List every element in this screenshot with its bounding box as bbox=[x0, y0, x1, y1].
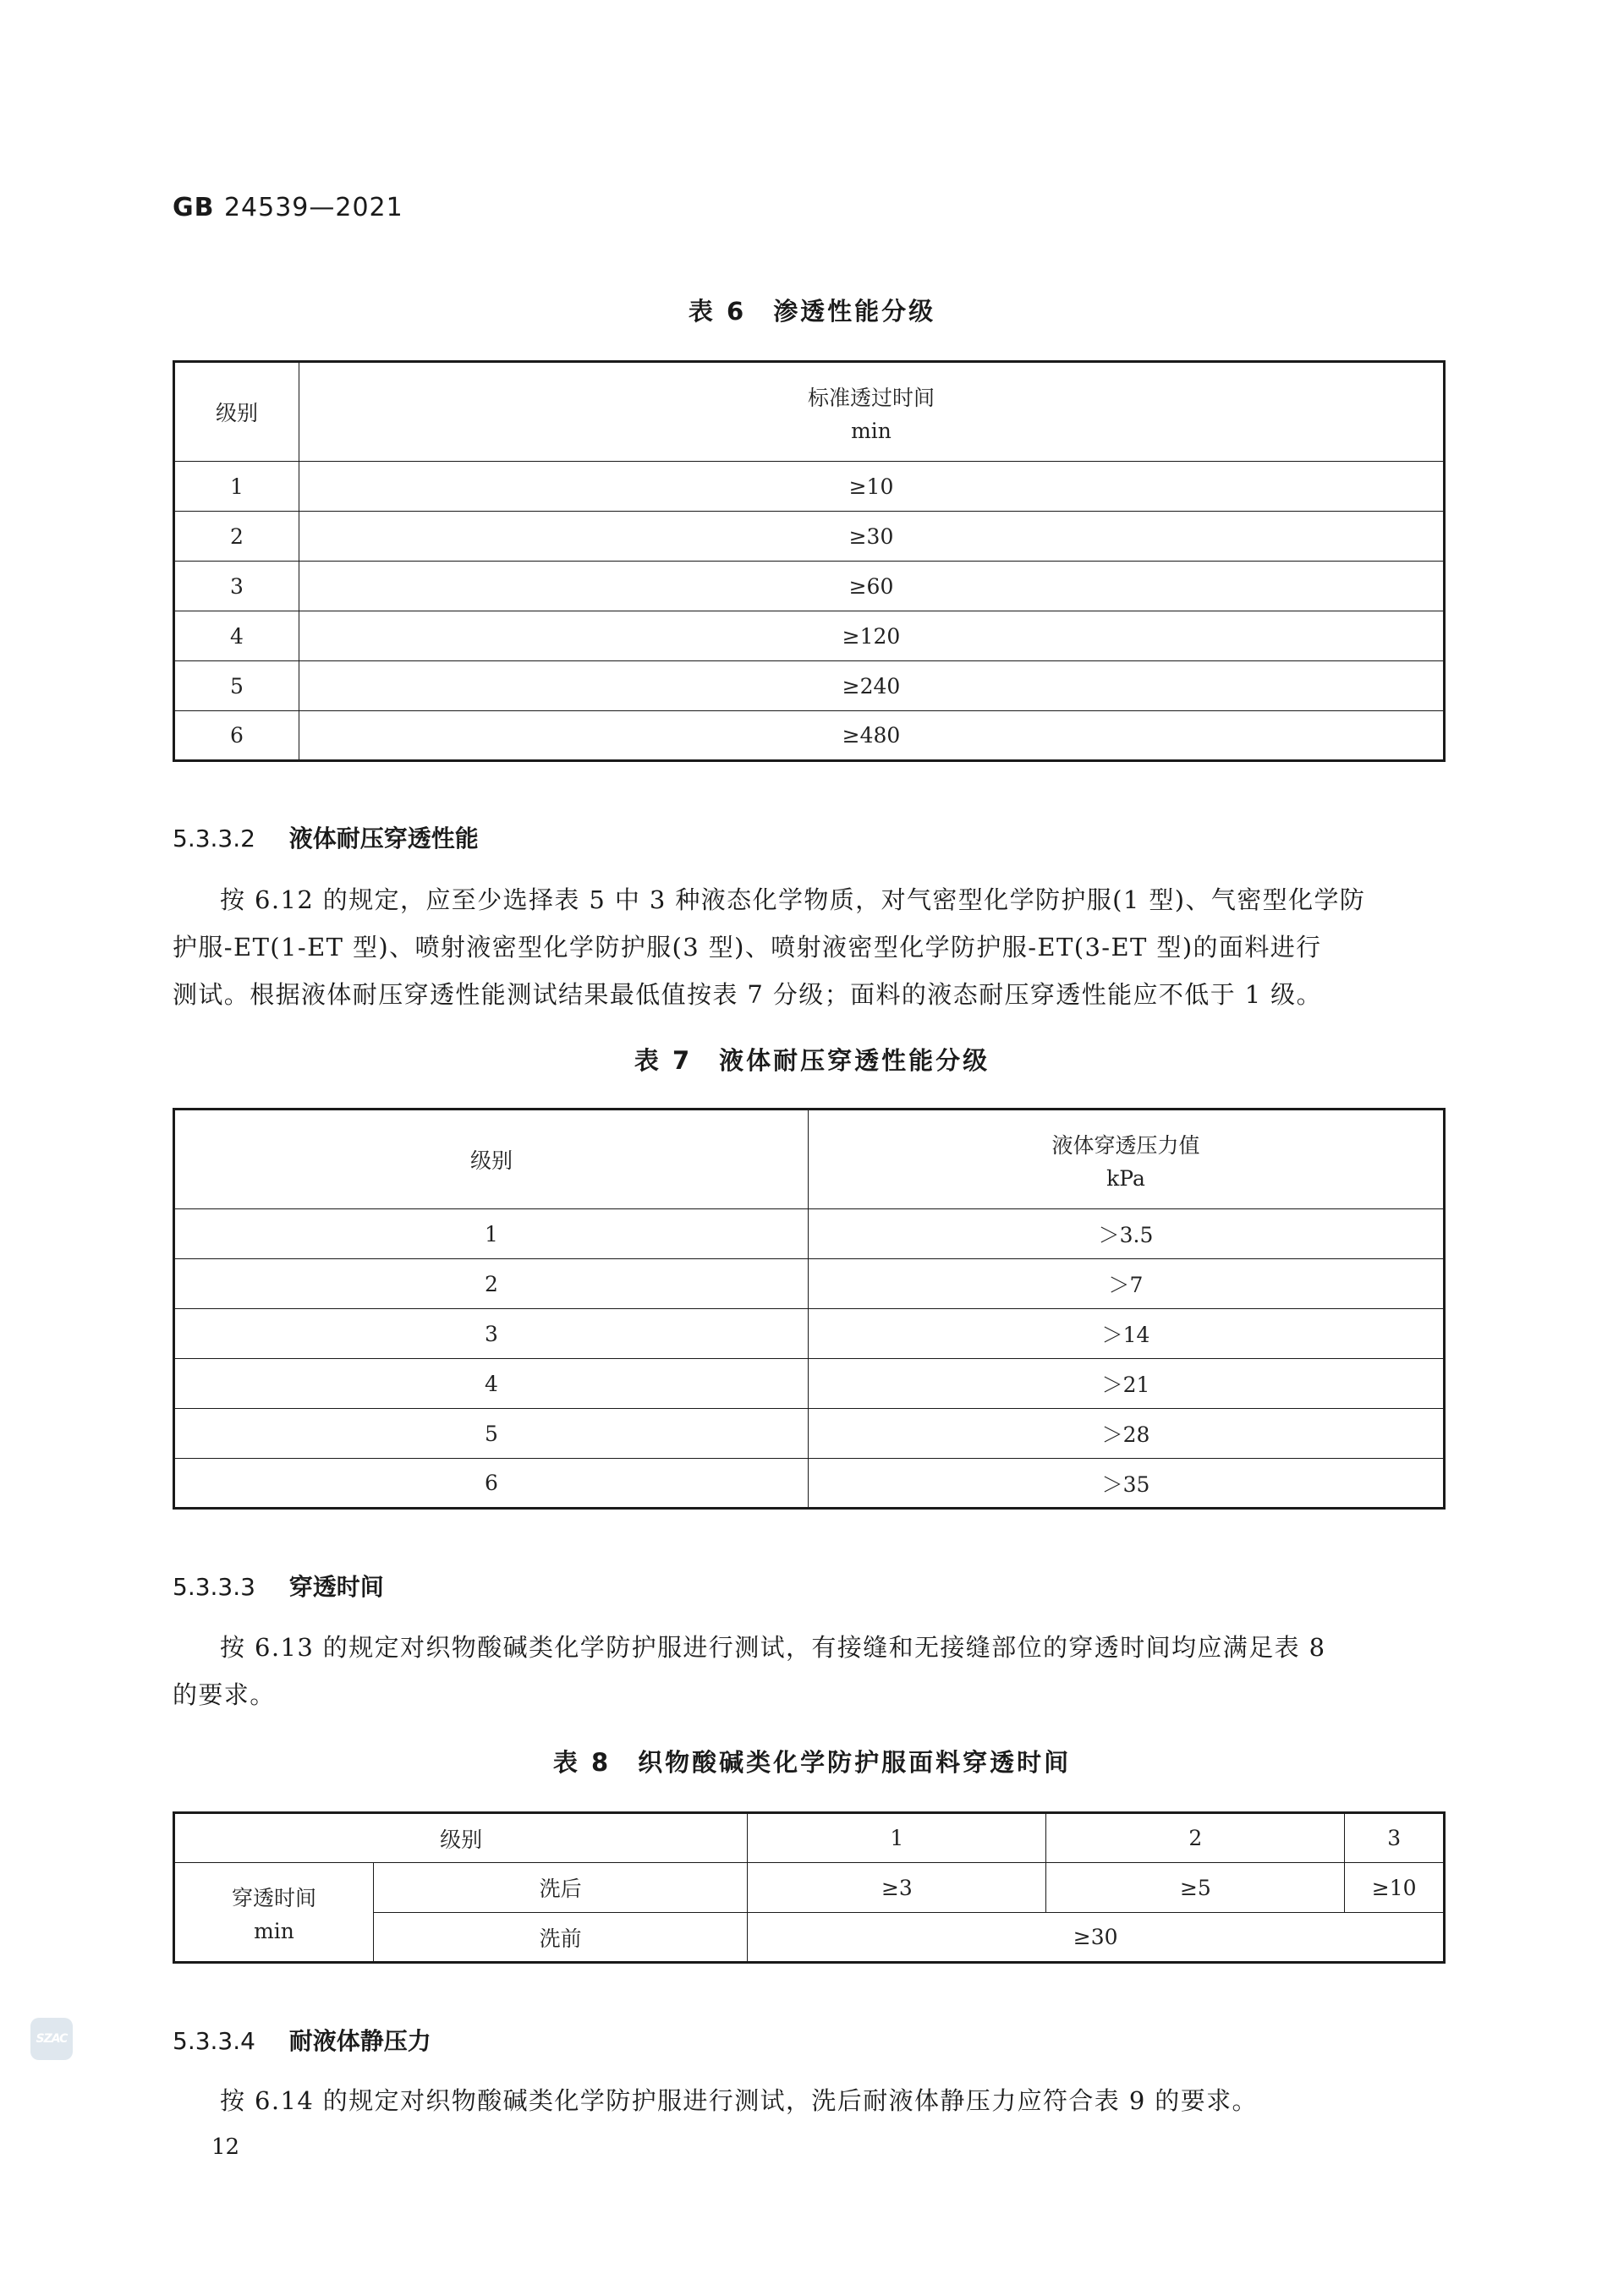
table7-col2-title: 液体穿透压力值 bbox=[1051, 1132, 1200, 1158]
table7-value: ＞14 bbox=[809, 1309, 1445, 1359]
table7-grade: 2 bbox=[174, 1259, 809, 1309]
table6-col2-title: 标准透过时间 bbox=[807, 385, 935, 410]
section-title: 耐液体静压力 bbox=[288, 2027, 431, 2055]
section-number: 5.3.3.3 bbox=[173, 1573, 255, 1601]
table6-grade: 5 bbox=[174, 661, 299, 711]
table-row bbox=[174, 1459, 1445, 1509]
table-row bbox=[174, 1863, 1445, 1913]
table7-value: ＞7 bbox=[809, 1259, 1445, 1309]
table6-grade: 6 bbox=[174, 711, 299, 761]
section-heading bbox=[173, 1569, 384, 1603]
standard-number: 24539—2021 bbox=[223, 193, 403, 222]
section-number: 5.3.3.4 bbox=[173, 2027, 255, 2055]
table8-before-wash-value: ≥30 bbox=[748, 1913, 1445, 1963]
table6-value: ≥120 bbox=[299, 611, 1445, 661]
table-row bbox=[174, 1309, 1445, 1359]
page-number: 12 bbox=[211, 2134, 240, 2160]
table7-value: ＞28 bbox=[809, 1409, 1445, 1459]
table8 bbox=[173, 1811, 1446, 1964]
table7-header-row bbox=[174, 1110, 1445, 1209]
table7-value: ＞21 bbox=[809, 1359, 1445, 1409]
section-heading bbox=[173, 820, 479, 854]
table6 bbox=[173, 360, 1446, 762]
table8-before-wash-label: 洗前 bbox=[374, 1913, 748, 1963]
table6-grade: 1 bbox=[174, 462, 299, 512]
table6-col1-header: 级别 bbox=[174, 362, 299, 462]
table6-caption: 表 6 渗透性能分级 bbox=[688, 297, 936, 326]
paragraph-line: 的要求。 bbox=[173, 1680, 276, 1709]
table8-after-wash-value: ≥10 bbox=[1345, 1863, 1445, 1913]
section-title: 穿透时间 bbox=[288, 1573, 384, 1601]
table8-after-wash-value: ≥3 bbox=[748, 1863, 1046, 1913]
table8-header-row bbox=[174, 1813, 1445, 1863]
section-heading bbox=[173, 2023, 431, 2057]
table-row bbox=[174, 562, 1445, 611]
table-row bbox=[174, 1409, 1445, 1459]
table7-grade: 1 bbox=[174, 1209, 809, 1259]
section-paragraph bbox=[173, 876, 1446, 1018]
table-row bbox=[174, 1259, 1445, 1309]
table8-row-title: 穿透时间 bbox=[231, 1885, 316, 1910]
table7-col1-header: 级别 bbox=[174, 1110, 809, 1209]
table7-value: ＞3.5 bbox=[809, 1209, 1445, 1259]
table6-value: ≥30 bbox=[299, 512, 1445, 562]
table8-row-unit: min bbox=[254, 1918, 294, 1943]
paragraph-line: 按 6.14 的规定对织物酸碱类化学防护服进行测试，洗后耐液体静压力应符合表 9 的要求。 bbox=[220, 2086, 1258, 2115]
table-row bbox=[174, 611, 1445, 661]
table6-value: ≥480 bbox=[299, 711, 1445, 761]
table8-grade-header: 级别 bbox=[174, 1813, 748, 1863]
table7-caption: 表 7 液体耐压穿透性能分级 bbox=[634, 1046, 990, 1075]
watermark-logo: SZAC bbox=[30, 2018, 73, 2060]
table8-after-wash-label: 洗后 bbox=[374, 1863, 748, 1913]
table-row bbox=[174, 462, 1445, 512]
table6-col2-header bbox=[299, 362, 1445, 462]
table6-col2-unit: min bbox=[851, 418, 892, 443]
section-number: 5.3.3.2 bbox=[173, 825, 255, 852]
table6-grade: 3 bbox=[174, 562, 299, 611]
table8-row-label bbox=[174, 1863, 374, 1963]
table8-after-wash-value: ≥5 bbox=[1046, 1863, 1345, 1913]
table8-grade: 2 bbox=[1046, 1813, 1345, 1863]
table6-value: ≥240 bbox=[299, 661, 1445, 711]
table6-grade: 2 bbox=[174, 512, 299, 562]
table7-grade: 4 bbox=[174, 1359, 809, 1409]
table8-grade: 3 bbox=[1345, 1813, 1445, 1863]
section-paragraph bbox=[173, 2077, 1446, 2124]
table-row bbox=[174, 661, 1445, 711]
paragraph-line: 按 6.13 的规定对织物酸碱类化学防护服进行测试，有接缝和无接缝部位的穿透时间均应满足表 8 bbox=[220, 1633, 1326, 1662]
table8-caption: 表 8 织物酸碱类化学防护服面料穿透时间 bbox=[552, 1748, 1072, 1777]
table7-grade: 6 bbox=[174, 1459, 809, 1509]
table6-value: ≥60 bbox=[299, 562, 1445, 611]
section-paragraph bbox=[173, 1624, 1446, 1718]
table6-grade: 4 bbox=[174, 611, 299, 661]
table8-grade: 1 bbox=[748, 1813, 1046, 1863]
section-title: 液体耐压穿透性能 bbox=[288, 825, 479, 852]
standard-prefix: GB bbox=[173, 193, 215, 222]
table-row bbox=[174, 711, 1445, 761]
table7-grade: 3 bbox=[174, 1309, 809, 1359]
table-row bbox=[174, 512, 1445, 562]
paragraph-line: 按 6.12 的规定，应至少选择表 5 中 3 种液态化学物质，对气密型化学防护服(1 型)、气密型化学防 bbox=[220, 885, 1366, 914]
standard-code bbox=[173, 193, 403, 222]
table7 bbox=[173, 1108, 1446, 1510]
table6-header-row bbox=[174, 362, 1445, 462]
table7-value: ＞35 bbox=[809, 1459, 1445, 1509]
table7-col2-unit: kPa bbox=[1106, 1165, 1145, 1191]
paragraph-line: 护服-ET(1-ET 型)、喷射液密型化学防护服(3 型)、喷射液密型化学防护服-ET(3-ET 型)的面料进行 bbox=[173, 933, 1322, 962]
paragraph-line: 测试。根据液体耐压穿透性能测试结果最低值按表 7 分级；面料的液态耐压穿透性能应不低于 1 级。 bbox=[173, 980, 1322, 1009]
table-row bbox=[174, 1209, 1445, 1259]
table6-value: ≥10 bbox=[299, 462, 1445, 512]
table-row bbox=[174, 1359, 1445, 1409]
table7-grade: 5 bbox=[174, 1409, 809, 1459]
table7-col2-header bbox=[809, 1110, 1445, 1209]
